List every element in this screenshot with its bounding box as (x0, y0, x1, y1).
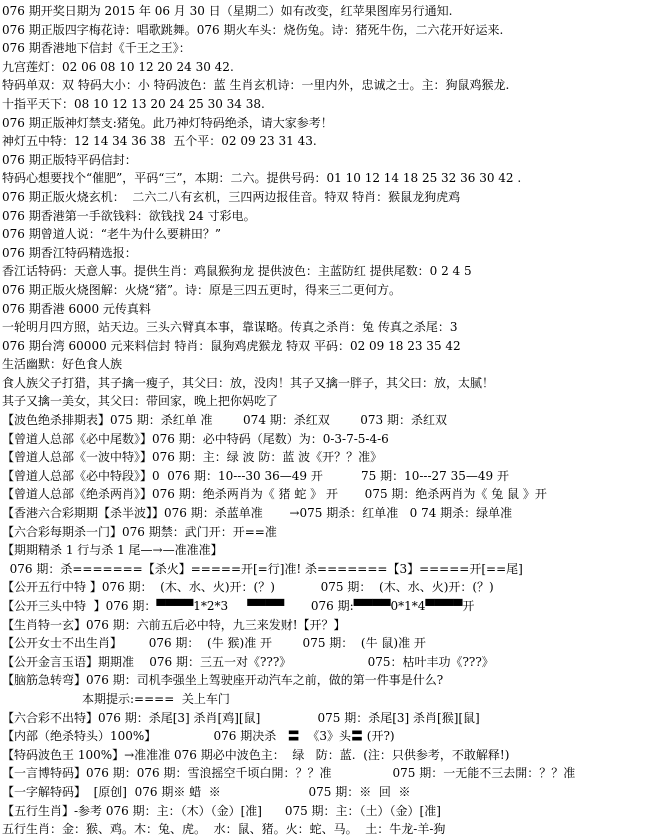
text-line: 食人族父子打猎，其子擒一瘦子，其父曰：放，没肉！其子又擒一胖子，其父曰：放，太腻！ (2, 375, 495, 390)
text-line: 【曾道人总部《绝杀两肖》】076 期：绝杀两肖为《 猪 蛇 》 开 075 期：绝杀两肖为《 兔 鼠 》开 (2, 487, 547, 502)
text-line: 神灯五中特：12 14 34 36 38 五个平：02 09 23 31 43. (2, 134, 317, 149)
text-line: 【生肖特一玄】076 期：六前五后必中特，九三来发财!【开？】 (2, 617, 346, 632)
text-line: 【五行生肖】-参考 076 期：主：（木）（金）[准] 075 期：主：（土）（金）[准] (2, 803, 441, 818)
text-line: 【公开三头中特 】076 期：▀▀▀▀1*2*3 ▀▀▀▀ 076 期:▀▀▀▀0*1*4▀▀▀▀开 (2, 599, 475, 613)
text-line: 【内部（绝杀特头）100%】 076 期决杀 〓 《3》头〓 (开?) (2, 729, 395, 744)
text-line: 五行生肖：金：猴、鸡。木：兔、虎。 水：鼠、猪。火：蛇、马。 土：牛龙-羊-狗 (2, 822, 446, 837)
text-line: 076 期正版火烧玄机： 二六二八有玄机，三四两边报佳音。特双 特肖：猴鼠龙狗虎鸡 (2, 189, 461, 204)
text-line: 【曾道人总部《一波中特》】076 期：主：绿 波 防：蓝 波《开？？准》 (2, 450, 383, 465)
text-line: 十指平天下：08 10 12 13 20 24 25 30 34 38. (2, 96, 265, 111)
text-line: 【六合彩每期杀一门】076 期禁：武门开：开==准 (2, 524, 277, 539)
text-line: 【特码波色王 100%】→准准准 076 期必中波色主： 绿 防：蓝. (注：只供参考，不敢解释!) (2, 747, 510, 762)
text-line: 076 期：杀=======【杀火】=====开[=行]准! 杀=======【3】=====开[==尾] (2, 561, 523, 576)
text-line: 076 期香港 6000 元传真料 (2, 301, 151, 316)
text-line: 【公开女士不出生肖】 076 期： (牛 猴)准 开 075 期： (牛 鼠)准 开 (2, 636, 426, 651)
text-line: 【期期精杀 1 行与杀 1 尾—→—准准准】 (2, 543, 223, 558)
text-line: 076 期正版特平码信封： (2, 152, 137, 167)
text-line: 本期提示:==== 关上车门 (82, 691, 230, 706)
text-line: 076 期正版火烧图解：火烧“猪”。诗：原是三四五更时，得来三二更何方。 (2, 282, 401, 297)
text-line: 【六合彩不出特】076 期：杀尾[3] 杀肖[鸡][鼠] 075 期：杀尾[3] 杀肖[猴][鼠] (2, 710, 480, 725)
text-line: 【一言博特码】076 期：076 期：雪浪摇空千顷白開：？？准 075 期：一无能不三去開：？？准 (2, 766, 576, 781)
text-line: 【曾道人总部《必中特段》】0 076 期：10---30 36—49 开 75 期：10---27 35—49 开 (2, 468, 509, 483)
text-line: 076 期台湾 60000 元来料信封 特肖：鼠狗鸡虎猴龙 特双 平码：02 09 18 23 35 42 (2, 338, 461, 353)
text-line: 【香港六合彩期期【杀半波】】076 期：杀蓝单准 →075 期杀：红单准 0 74 期杀：绿单准 (2, 506, 513, 521)
text-line: 076 期正版四字梅花诗：唱歌跳舞。076 期火车头：烧伤兔。诗：猪死牛伤，二六花开好运来. (2, 22, 504, 37)
text-line: 特码单双：双 特码大小：小 特码波色：蓝 生肖玄机诗：一里内外，忠诚之士。主：狗鼠鸡猴龙. (2, 78, 510, 93)
text-line: 076 期香江特码精选报： (2, 245, 137, 260)
text-line: 076 期香港第一手欲钱料：欲钱找 24 寸彩电。 (2, 208, 256, 223)
text-line: 生活幽默：好色食人族 (2, 357, 123, 372)
text-line: 【一字解特码】 [原创] 076 期※ 蜡 ※ 075 期：※ 回 ※ (2, 784, 411, 799)
text-line: 【公开金言玉语】期期准 076 期：三五一对《???》 075：枯叶丰功《???》 (2, 654, 494, 669)
text-line: 【波色绝杀排期表】075 期：杀红单 准 074 期：杀红双 073 期：杀红双 (2, 413, 448, 428)
text-line: 076 期曾道人说：“老牛为什么要耕田？” (2, 227, 221, 242)
text-line: 【公开五行中特 】076 期： (木、水、火)开：(？) 075 期： (木、水、火)开：(？) (2, 580, 494, 595)
text-line: 特码心想要找个“催肥”，平码“三”，本期：二六。提供号码：01 10 12 14 18 25 32 36 30 42 . (2, 171, 522, 186)
text-line: 076 期开奖日期为 2015 年 06 月 30 日（星期二）如有改变，红苹果图库另行通知. (2, 4, 453, 18)
text-line: 九宫莲灯：02 06 08 10 12 20 24 30 42. (2, 59, 234, 74)
text-line: 一轮明月四方照，站天边。三头六臂真本事，靠谋略。传真之杀肖：兔 传真之杀尾：3 (2, 320, 458, 335)
text-line: 076 期正版神灯禁支:猪兔。此乃神灯特码绝杀，请大家参考！ (2, 115, 333, 130)
text-line: 【脑筋急转弯】076 期：司机李强坐上驾驶座开动汽车之前，做的第一件事是什么? (2, 673, 444, 688)
text-line: 076 期香港地下信封《千王之王》： (2, 41, 191, 56)
text-line: 【曾道人总部《必中尾数》】076 期：必中特码（尾数）为：0-3-7-5-4-6 (2, 431, 389, 446)
text-line: 香江话特码：天意人事。提供生肖：鸡鼠猴狗龙 提供波色：主蓝防红 提供尾数：0 2 4 5 (2, 264, 472, 279)
text-line: 其子又擒一美女，其父曰：带回家，晚上把你妈吃了 (2, 394, 279, 409)
